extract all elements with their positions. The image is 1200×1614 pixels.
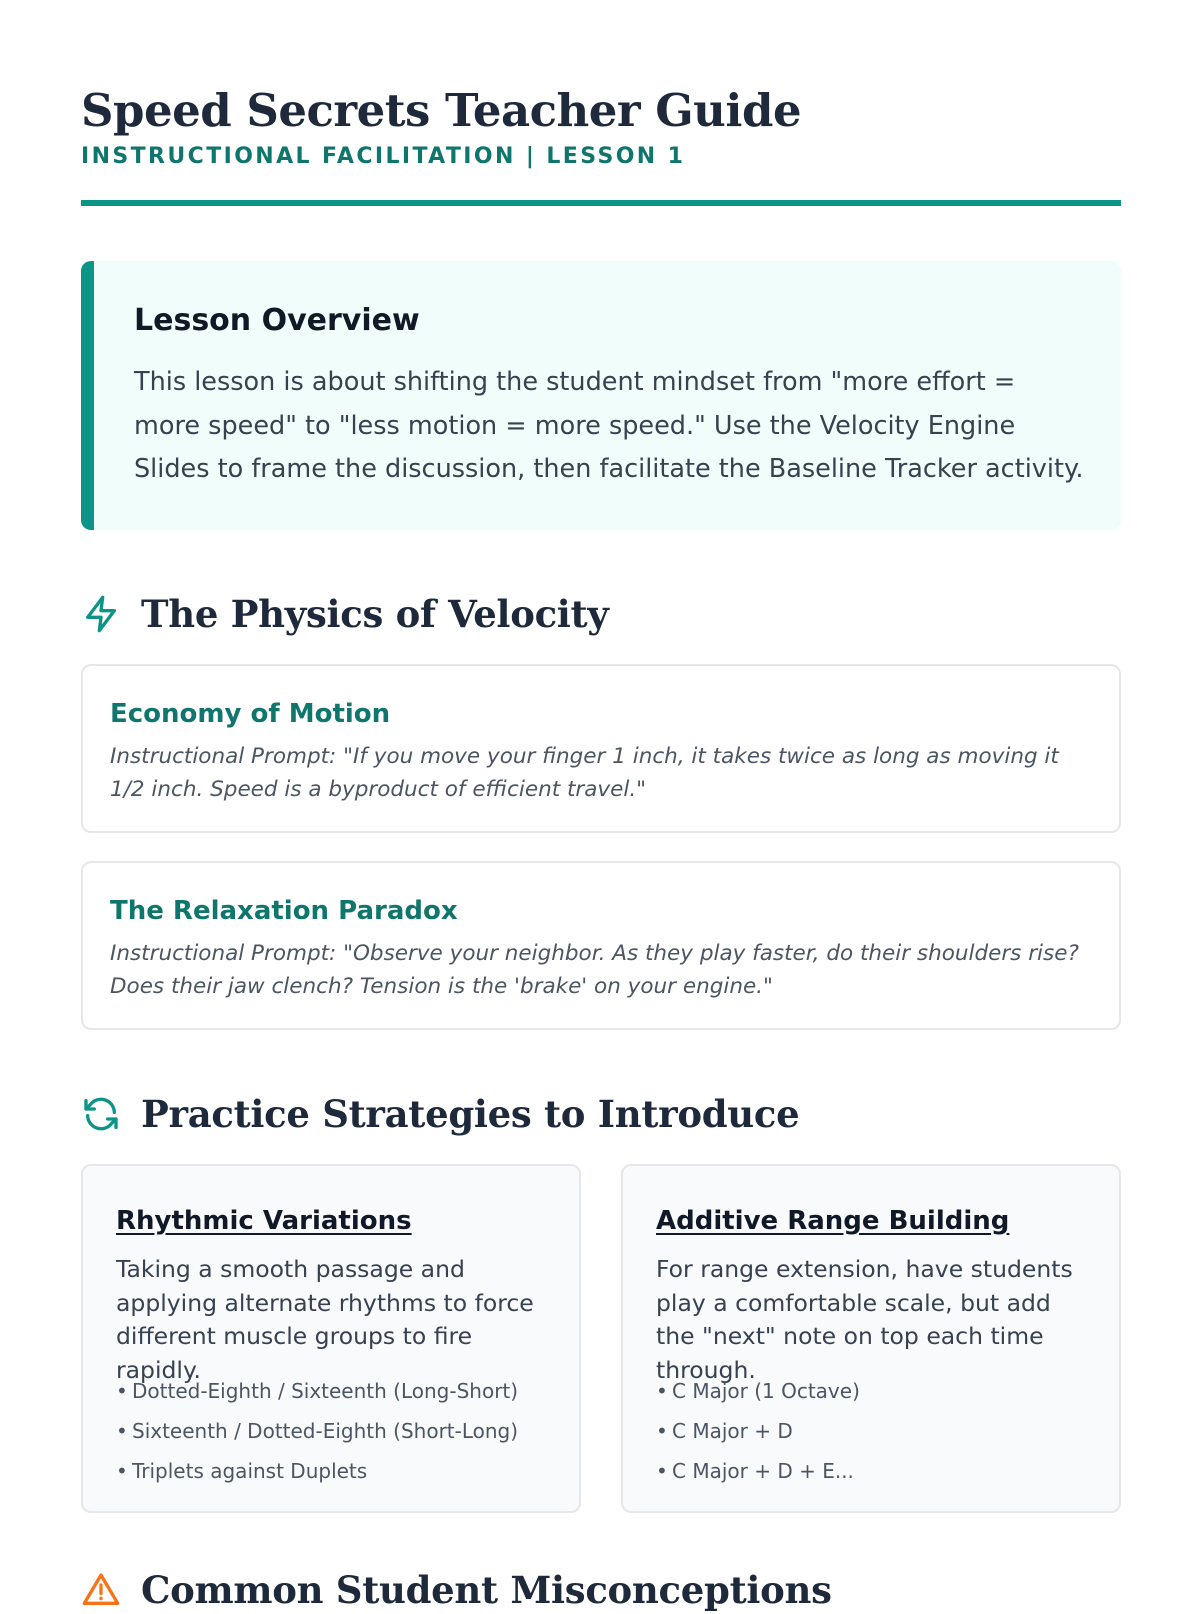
concept-card-title: Economy of Motion: [110, 699, 391, 729]
physics-section-title: The Physics of Velocity: [141, 592, 609, 636]
strategy-list: [116, 1371, 518, 1491]
physics-section-heading: [81, 590, 609, 638]
concept-card-relaxation: [81, 861, 1121, 1030]
strategy-list: [656, 1371, 860, 1491]
warning-icon: [81, 1570, 121, 1610]
lesson-overview-box: [81, 261, 1121, 530]
concept-card-prompt: Instructional Prompt: "If you move your finger 1 inch, it takes twice as long as moving it 1/2 inch. Speed is a byproduct of efficient travel.": [110, 744, 1059, 802]
misconceptions-section-title: Common Student Misconceptions: [141, 1568, 832, 1612]
overview-heading: Lesson Overview: [134, 303, 420, 338]
strategies-section-title: Practice Strategies to Introduce: [141, 1092, 800, 1136]
overview-text: This lesson is about shifting the student mindset from "more effort = more speed" to "less motion = more speed." Use the Velocity Engine Slides to frame the discussion, then facilitate the Baseline Tracker activity.: [134, 367, 1084, 484]
list-item: • C Major (1 Octave): [656, 1379, 860, 1403]
concept-card-prompt: Instructional Prompt: "Observe your neighbor. As they play faster, do their shoulders rise? Does their jaw clench? Tension is the 'brake' on your engine.": [110, 941, 1079, 999]
overview-accent-bar: [81, 261, 94, 530]
list-item: • Triplets against Duplets: [116, 1459, 368, 1483]
list-item: • Sixteenth / Dotted-Eighth (Short-Long): [116, 1419, 519, 1443]
list-item: • C Major + D + E...: [656, 1459, 854, 1483]
list-item: • Dotted-Eighth / Sixteenth (Long-Short): [116, 1379, 519, 1403]
strategy-card-additive: [621, 1164, 1121, 1513]
misconceptions-section-heading: [81, 1566, 832, 1614]
concept-card-economy: [81, 664, 1121, 833]
page-subtitle: INSTRUCTIONAL FACILITATION | LESSON 1: [81, 144, 686, 169]
strategy-card-title: Rhythmic Variations: [116, 1206, 412, 1236]
strategy-card-rhythmic: [81, 1164, 581, 1513]
strategy-card-title: Additive Range Building: [656, 1206, 1010, 1236]
refresh-icon: [81, 1094, 121, 1134]
list-item: • C Major + D: [656, 1419, 793, 1443]
strategy-card-description: For range extension, have students play a comfortable scale, but add the "next" note on top each time through.: [656, 1255, 1073, 1384]
header-divider: [81, 200, 1121, 206]
strategies-section-heading: [81, 1090, 799, 1138]
concept-card-title: The Relaxation Paradox: [110, 896, 458, 926]
strategy-card-description: Taking a smooth passage and applying alternate rhythms to force different muscle groups to fire rapidly.: [116, 1255, 534, 1384]
page-title: Speed Secrets Teacher Guide: [81, 84, 802, 137]
lightning-icon: [81, 594, 121, 634]
